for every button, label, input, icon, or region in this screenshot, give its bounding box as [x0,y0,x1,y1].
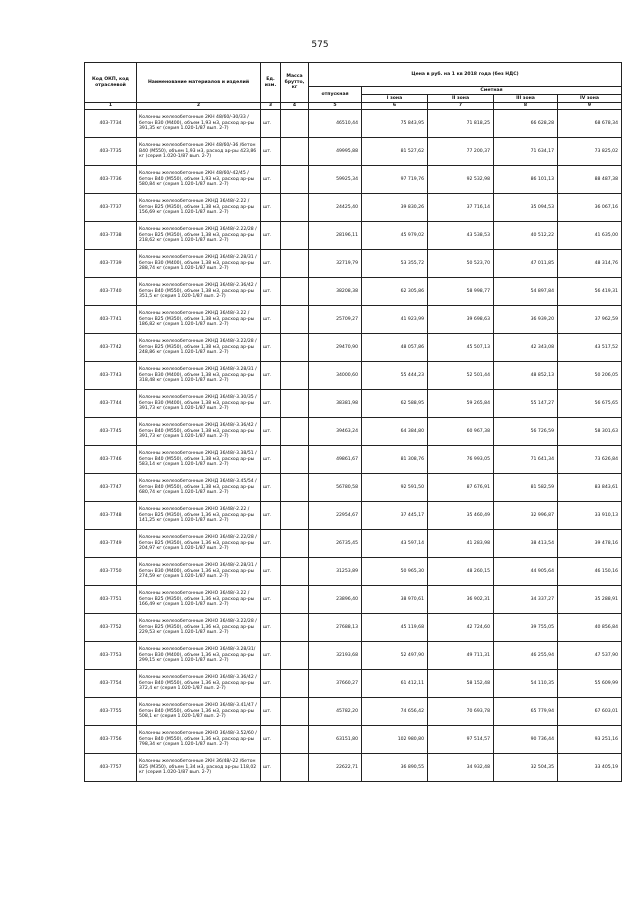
row-price-zone-2: 45 507,13 [428,334,494,362]
row-name: Колонны железобетонные 2КНО 36/48/-3.22 /бетон В25 (М350), объем 1,36 м3, расход ар-ры 166,49 кг (серия 1.020-1/87 вып. 2-7) [137,586,261,614]
row-price-zone-3: 46 255,94 [494,642,558,670]
row-price-zone-4: 93 251,16 [558,726,622,754]
row-price-otpusk: 63151,80 [309,726,362,754]
table-row [85,614,622,642]
row-price-otpusk: 32193,68 [309,642,362,670]
row-price-zone-2: 76 993,05 [428,446,494,474]
row-price-zone-4: 39 478,16 [558,530,622,558]
col-number: 8 [494,103,558,110]
row-price-otpusk: 38381,98 [309,390,362,418]
row-code: 403-7734 [85,110,137,138]
row-price-zone-4: 67 603,01 [558,698,622,726]
row-price-zone-3: 34 337,27 [494,586,558,614]
table-row [85,446,622,474]
page-number: 575 [311,40,329,50]
row-price-zone-1: 64 384,80 [362,418,428,446]
table-row [85,250,622,278]
row-mass [281,642,309,670]
row-price-zone-3: 55 147,27 [494,390,558,418]
row-price-zone-4: 88 487,38 [558,166,622,194]
row-price-zone-2: 52 501,44 [428,362,494,390]
row-price-otpusk: 49995,88 [309,138,362,166]
row-mass [281,194,309,222]
row-code: 403-7752 [85,614,137,642]
row-price-zone-1: 36 890,55 [362,754,428,782]
row-mass [281,334,309,362]
col-number: 2 [137,103,261,110]
row-price-zone-1: 53 355,72 [362,250,428,278]
table-row [85,110,622,138]
row-price-zone-4: 40 856,84 [558,614,622,642]
row-price-zone-3: 35 094,53 [494,194,558,222]
row-price-zone-3: 44 905,64 [494,558,558,586]
table-row [85,642,622,670]
row-code: 403-7739 [85,250,137,278]
row-code: 403-7738 [85,222,137,250]
table-row [85,474,622,502]
row-price-zone-3: 86 101,13 [494,166,558,194]
header-unit: Ед. изм. [261,63,281,103]
row-mass [281,474,309,502]
row-unit: шт. [261,754,281,782]
row-price-otpusk: 32719,79 [309,250,362,278]
row-code: 403-7747 [85,474,137,502]
table-row [85,754,622,782]
row-price-zone-4: 37 962,59 [558,306,622,334]
row-name: Колонны железобетонные 2КНО 36/48/-3.52/60 /бетон В40 (М550), объем 1,36 м3, расход ар-ры 798,34 кг (серия 1.020-1/87 вып. 2-7) [137,726,261,754]
row-price-zone-4: 56 419,31 [558,278,622,306]
row-mass [281,754,309,782]
header-otpusknaya: отпускная [309,87,362,103]
table-row [85,306,622,334]
row-name: Колонны железобетонные 2КНО 36/48/-2.22 /бетон В25 (М350), объем 1,36 м3, расход ар-ры 141,25 кг (серия 1.020-1/87 вып. 2-7) [137,502,261,530]
row-price-zone-4: 33 405,19 [558,754,622,782]
row-price-zone-2: 71 818,25 [428,110,494,138]
row-code: 403-7741 [85,306,137,334]
row-price-zone-3: 56 726,59 [494,418,558,446]
row-price-otpusk: 25709,27 [309,306,362,334]
row-code: 403-7755 [85,698,137,726]
row-unit: шт. [261,446,281,474]
row-unit: шт. [261,586,281,614]
row-price-zone-4: 43 517,52 [558,334,622,362]
row-mass [281,502,309,530]
table-row [85,390,622,418]
row-price-zone-4: 35 288,91 [558,586,622,614]
row-name: Колонны железобетонные 2КН 36/48/-22 /бетон В25 (М350), объем 1,34 м3, расход ар-ры 118,02 кг (серия 1.020-1/87 вып. 2-7) [137,754,261,782]
row-price-zone-1: 37 445,17 [362,502,428,530]
row-price-zone-2: 35 460,49 [428,502,494,530]
row-unit: шт. [261,334,281,362]
row-unit: шт. [261,166,281,194]
row-code: 403-7735 [85,138,137,166]
header-mass: Масса брутто, кг [281,63,309,103]
row-code: 403-7740 [85,278,137,306]
row-mass [281,614,309,642]
row-unit: шт. [261,502,281,530]
row-price-zone-3: 39 755,05 [494,614,558,642]
row-code: 403-7749 [85,530,137,558]
header-zone-3: III зона [494,95,558,103]
table-row [85,670,622,698]
row-price-zone-2: 59 265,84 [428,390,494,418]
row-price-zone-2: 92 532,98 [428,166,494,194]
row-price-zone-2: 43 538,53 [428,222,494,250]
row-price-zone-2: 41 283,98 [428,530,494,558]
row-unit: шт. [261,558,281,586]
row-price-zone-1: 62 305,86 [362,278,428,306]
row-price-zone-2: 34 932,48 [428,754,494,782]
row-code: 403-7756 [85,726,137,754]
row-name: Колонны железобетонные 2КНО 36/48/-3.22/28 /бетон В25 (М350), объем 1,36 м3, расход ар-ры 229,53 кг (серия 1.020-1/87 вып. 2-7) [137,614,261,642]
row-code: 403-7736 [85,166,137,194]
row-price-zone-3: 71 634,17 [494,138,558,166]
row-price-otpusk: 28196,11 [309,222,362,250]
row-name: Колонны железобетонные 2КН 48/60/-30/33 /бетон В30 (М400), объем 1,93 м3, расход ар-ры 391,35 кг (серия 1.020-1/87 вып. 2-7) [137,110,261,138]
row-name: Колонны железобетонные 2КНД 36/48/-3.22/28 /бетон В25 (М350), объем 1,38 м3, расход ар-ры 248,86 кг (серия 1.020-1/87 вып. 2-7) [137,334,261,362]
header-code: Код ОКП, код отраслевой [85,63,137,103]
row-unit: шт. [261,698,281,726]
row-mass [281,110,309,138]
row-mass [281,726,309,754]
row-code: 403-7745 [85,418,137,446]
row-price-otpusk: 59925,34 [309,166,362,194]
row-price-zone-2: 58 998,77 [428,278,494,306]
row-name: Колонны железобетонные 2КНД 36/48/-2.22 /бетон В25 (М350), объем 1,38 м3, расход ар-ры 156,69 кг (серия 1.020-1/87 вып. 2-7) [137,194,261,222]
row-name: Колонны железобетонные 2КНД 36/48/-3.22 /бетон В25 (М350), объем 1,38 м3, расход ар-ры 186,82 кг (серия 1.020-1/87 вып. 2-7) [137,306,261,334]
row-price-zone-1: 55 444,23 [362,362,428,390]
row-unit: шт. [261,278,281,306]
header-zone-4: IV зона [558,95,622,103]
row-price-otpusk: 22954,67 [309,502,362,530]
row-code: 403-7750 [85,558,137,586]
row-code: 403-7746 [85,446,137,474]
row-name: Колонны железобетонные 2КНД 36/48/-3.28/31 /бетон В30 (М400), объем 1,38 м3, расход ар-ры 318,48 кг (серия 1.020-1/87 вып. 2-7) [137,362,261,390]
table-body [85,110,622,782]
table-row [85,362,622,390]
row-price-zone-3: 90 736,44 [494,726,558,754]
row-price-zone-4: 41 635,00 [558,222,622,250]
row-code: 403-7754 [85,670,137,698]
row-price-zone-3: 42 343,08 [494,334,558,362]
row-price-zone-1: 81 308,76 [362,446,428,474]
row-price-zone-4: 83 843,61 [558,474,622,502]
price-table [84,62,622,782]
row-unit: шт. [261,362,281,390]
row-price-zone-2: 58 152,48 [428,670,494,698]
table-row [85,530,622,558]
row-price-zone-3: 66 628,28 [494,110,558,138]
row-price-zone-1: 97 719,76 [362,166,428,194]
row-unit: шт. [261,306,281,334]
row-unit: шт. [261,138,281,166]
row-price-zone-3: 54 897,84 [494,278,558,306]
row-mass [281,278,309,306]
row-unit: шт. [261,670,281,698]
table-row [85,698,622,726]
table-row [85,166,622,194]
row-price-zone-2: 97 514,57 [428,726,494,754]
row-price-otpusk: 45782,20 [309,698,362,726]
row-price-zone-2: 60 967,38 [428,418,494,446]
row-name: Колонны железобетонные 2КНД 36/48/-3.36/42 /бетон В40 (М550), объем 1,38 м3, расход ар-ры 391,73 кг (серия 1.020-1/87 вып. 2-7) [137,418,261,446]
col-number: 3 [261,103,281,110]
row-price-zone-4: 55 609,99 [558,670,622,698]
header-zone-2: II зона [428,95,494,103]
row-unit: шт. [261,642,281,670]
row-name: Колонны железобетонные 2КНД 36/48/-2.22/28 /бетон В25 (М350), объем 1,38 м3, расход ар-ры 218,62 кг (серия 1.020-1/87 вып. 2-7) [137,222,261,250]
row-price-otpusk: 38208,38 [309,278,362,306]
row-price-otpusk: 31253,89 [309,558,362,586]
row-mass [281,670,309,698]
row-price-zone-2: 48 260,15 [428,558,494,586]
row-price-zone-1: 92 591,50 [362,474,428,502]
row-price-zone-4: 50 206,05 [558,362,622,390]
row-price-zone-3: 40 512,22 [494,222,558,250]
row-price-zone-3: 32 996,87 [494,502,558,530]
row-mass [281,306,309,334]
row-price-zone-1: 43 597,14 [362,530,428,558]
col-number: 5 [309,103,362,110]
row-price-otpusk: 39463,24 [309,418,362,446]
row-price-zone-3: 38 413,54 [494,530,558,558]
row-price-zone-1: 45 119,68 [362,614,428,642]
row-price-zone-4: 73 825,02 [558,138,622,166]
row-mass [281,418,309,446]
row-price-zone-2: 50 523,70 [428,250,494,278]
row-unit: шт. [261,614,281,642]
row-price-zone-4: 36 067,16 [558,194,622,222]
row-mass [281,530,309,558]
row-name: Колонны железобетонные 2КНД 36/48/-3.30/35 /бетон В30 (М400), объем 1,38 м3, расход ар-ры 391,73 кг (серия 1.020-1/87 вып. 2-7) [137,390,261,418]
row-price-otpusk: 23896,40 [309,586,362,614]
row-code: 403-7748 [85,502,137,530]
row-code: 403-7743 [85,362,137,390]
row-price-zone-2: 70 693,78 [428,698,494,726]
header-price-title: Цена в руб. на 1 кв 2018 года (без НДС) [309,63,622,87]
row-price-zone-4: 33 910,13 [558,502,622,530]
row-price-zone-4: 56 675,65 [558,390,622,418]
row-price-zone-1: 81 527,62 [362,138,428,166]
row-price-zone-3: 32 504,35 [494,754,558,782]
row-unit: шт. [261,110,281,138]
row-unit: шт. [261,390,281,418]
row-price-zone-3: 48 852,13 [494,362,558,390]
row-mass [281,446,309,474]
header-name: Наименование материалов и изделий [137,63,261,103]
table-row [85,222,622,250]
row-unit: шт. [261,250,281,278]
row-price-zone-4: 58 301,63 [558,418,622,446]
row-price-zone-1: 45 979,02 [362,222,428,250]
row-mass [281,558,309,586]
col-number: 7 [428,103,494,110]
row-price-otpusk: 22622,71 [309,754,362,782]
row-price-zone-2: 49 711,31 [428,642,494,670]
row-price-zone-1: 61 412,11 [362,670,428,698]
row-price-otpusk: 49861,67 [309,446,362,474]
row-price-otpusk: 37660,27 [309,670,362,698]
row-name: Колонны железобетонные 2КНД 36/48/-2.36/42 /бетон В40 (М550), объем 1,38 м3, расход ар-ры 351,5 кг (серия 1.020-1/87 вып. 2-7) [137,278,261,306]
header-smetnaya: Сметная [362,87,622,95]
row-price-otpusk: 34000,60 [309,362,362,390]
row-price-otpusk: 46510,44 [309,110,362,138]
row-price-zone-4: 47 537,90 [558,642,622,670]
row-name: Колонны железобетонные 2КНД 36/48/-3.38/51 /бетон В40 (М550), объем 1,38 м3, расход ар-ры 583,14 кг (серия 1.020-1/87 вып. 2-7) [137,446,261,474]
row-price-zone-3: 54 110,35 [494,670,558,698]
row-price-zone-3: 65 779,94 [494,698,558,726]
row-code: 403-7751 [85,586,137,614]
table-row [85,502,622,530]
row-price-zone-4: 46 150,16 [558,558,622,586]
row-unit: шт. [261,222,281,250]
row-price-zone-1: 48 057,86 [362,334,428,362]
row-price-otpusk: 29470,90 [309,334,362,362]
row-name: Колонны железобетонные 2КНД 36/48/-2.28/31 /бетон В30 (М400), объем 1,38 м3, расход ар-ры 288,74 кг (серия 1.020-1/87 вып. 2-7) [137,250,261,278]
row-unit: шт. [261,474,281,502]
table-row [85,334,622,362]
row-price-zone-1: 74 656,42 [362,698,428,726]
row-price-zone-3: 47 011,85 [494,250,558,278]
row-name: Колонны железобетонные 2КНО 36/48/-2.28/31 /бетон В30 (М400), объем 1,36 м3, расход ар-ры 274,59 кг (серия 1.020-1/87 вып. 2-7) [137,558,261,586]
row-name: Колонны железобетонные 2КНД 36/48/-3.45/54 /бетон В40 (М550), объем 1,38 м3, расход ар-ры 680,74 кг (серия 1.020-1/87 вып. 2-7) [137,474,261,502]
row-price-zone-4: 48 314,76 [558,250,622,278]
row-name: Колонны железобетонные 2КНО 36/48/-3.36/42 /бетон В40 (М550), объем 1,36 м3, расход ар-ры 372,4 кг (серия 1.020-1/87 вып. 2-7) [137,670,261,698]
row-unit: шт. [261,418,281,446]
row-price-zone-2: 39 698,63 [428,306,494,334]
header-zone-1: I зона [362,95,428,103]
col-number: 6 [362,103,428,110]
row-price-zone-1: 62 588,95 [362,390,428,418]
row-price-zone-1: 50 965,30 [362,558,428,586]
row-unit: шт. [261,530,281,558]
table-row [85,138,622,166]
row-price-zone-4: 68 678,34 [558,110,622,138]
row-mass [281,586,309,614]
row-name: Колонны железобетонные 2КН 48/60/-42/45 /бетон В40 (М550), объем 1,93 м3, расход ар-ры 580,84 кг (серия 1.020-1/87 вып. 2-7) [137,166,261,194]
row-mass [281,390,309,418]
row-mass [281,250,309,278]
row-code: 403-7737 [85,194,137,222]
row-name: Колонны железобетонные 2КНО 36/48/-3.28/31/бетон В30 (М400), объем 1,36 м3, расход ар-ры 299,15 кг (серия 1.020-1/87 вып. 2-7) [137,642,261,670]
row-mass [281,138,309,166]
table-row [85,586,622,614]
row-mass [281,698,309,726]
table-row [85,278,622,306]
row-price-zone-2: 42 724,60 [428,614,494,642]
row-price-zone-1: 38 970,61 [362,586,428,614]
col-number: 4 [281,103,309,110]
table-row [85,418,622,446]
col-number: 1 [85,103,137,110]
row-price-zone-1: 52 497,90 [362,642,428,670]
table-row [85,558,622,586]
row-price-zone-2: 36 902,31 [428,586,494,614]
row-price-otpusk: 27688,13 [309,614,362,642]
row-code: 403-7757 [85,754,137,782]
row-price-zone-2: 87 676,91 [428,474,494,502]
row-unit: шт. [261,726,281,754]
row-price-otpusk: 56780,58 [309,474,362,502]
row-price-zone-3: 71 641,34 [494,446,558,474]
table-row [85,726,622,754]
col-number: 9 [558,103,622,110]
row-price-zone-1: 75 843,95 [362,110,428,138]
row-name: Колонны железобетонные 2КН 48/60/-36 /бетон В40 (М550), объем 1,93 м3, расход ар-ры 423,86 кг (серия 1.020-1/87 вып. 2-7) [137,138,261,166]
row-mass [281,222,309,250]
row-mass [281,166,309,194]
row-price-zone-3: 36 939,20 [494,306,558,334]
row-price-otpusk: 24425,40 [309,194,362,222]
row-price-zone-3: 81 582,59 [494,474,558,502]
row-mass [281,362,309,390]
row-price-zone-4: 73 626,84 [558,446,622,474]
row-price-zone-2: 77 200,37 [428,138,494,166]
table-row [85,194,622,222]
row-price-zone-1: 41 923,99 [362,306,428,334]
row-name: Колонны железобетонные 2КНО 36/48/-3.41/47 /бетон В40 (М550), объем 1,36 м3, расход ар-ры 508,1 кг (серия 1.020-1/87 вып. 2-7) [137,698,261,726]
row-unit: шт. [261,194,281,222]
row-price-zone-1: 39 830,26 [362,194,428,222]
row-name: Колонны железобетонные 2КНО 36/48/-2.22/28 /бетон В25 (М350), объем 1,36 м3, расход ар-ры 204,97 кг (серия 1.020-1/87 вып. 2-7) [137,530,261,558]
row-price-zone-2: 37 716,14 [428,194,494,222]
row-code: 403-7742 [85,334,137,362]
row-code: 403-7744 [85,390,137,418]
row-price-zone-1: 102 980,80 [362,726,428,754]
row-code: 403-7753 [85,642,137,670]
row-price-otpusk: 26735,45 [309,530,362,558]
